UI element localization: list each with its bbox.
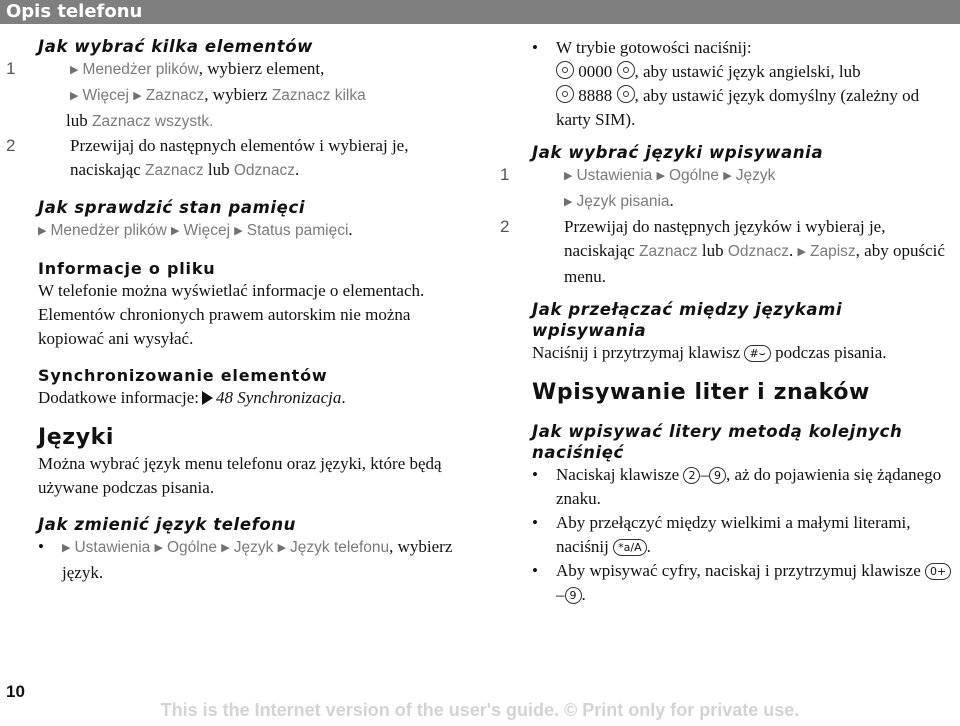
arrow-icon: ▶ bbox=[221, 541, 230, 554]
arrow-icon: ▶ bbox=[38, 224, 47, 237]
right-column bbox=[500, 36, 952, 607]
key-9-icon: 9 bbox=[709, 467, 726, 484]
arrow-icon: ▶ bbox=[723, 169, 732, 182]
key-9-icon: 9 bbox=[565, 587, 582, 604]
step-1: 1 ▶ Menedżer plików, wybierz element, ▶ Więcej ▶ Zaznacz, wybierz Zaznacz kilka lub Zaznacz wszystk. bbox=[6, 59, 366, 130]
section-title: Opis telefonu bbox=[6, 1, 143, 22]
list-item: • ▶ Ustawienia ▶ Ogólne ▶ Język ▶ Język telefonu, wybierz język. bbox=[38, 537, 453, 582]
heading-languages: Języki bbox=[38, 425, 115, 450]
arrow-icon: ▶ bbox=[797, 245, 807, 258]
footer-notice: This is the Internet version of the user's guide. © Print only for private use. bbox=[160, 700, 800, 720]
heading-change-language: Jak zmienić język telefonu bbox=[38, 515, 297, 534]
heading-multitap: Jak wpisywać litery metodą kolejnych naciśnięć bbox=[532, 422, 903, 462]
arrow-icon: ▶ bbox=[656, 169, 665, 182]
list-item: • Naciskaj klawisze 2 – 9 , aż do pojawienia się żądanego znaku. bbox=[532, 465, 942, 508]
memory-status-path: ▶ Menedżer plików ▶ Więcej ▶ Status pamięci. bbox=[38, 220, 353, 239]
key-2-icon: 2 bbox=[683, 467, 700, 484]
arrow-icon: ▶ bbox=[133, 89, 142, 102]
page-number: 10 bbox=[6, 682, 25, 701]
sync-text: Dodatkowe informacje: 48 Synchronizacja. bbox=[38, 388, 346, 407]
nav-key-icon bbox=[617, 61, 635, 79]
arrow-icon: ▶ bbox=[70, 89, 79, 102]
file-info-text: W telefonie można wyświetlać informacje o elementach. Elementów chronionych prawem autorskim nie można kopiować ani wysyłać. bbox=[38, 281, 425, 348]
step-2: 2 Przewijaj do następnych języków i wybieraj je, naciskając Zaznacz lub Odznacz. ▶ Zapisz, aby opuścić menu. bbox=[500, 217, 945, 286]
switch-languages-text: Naciśnij i przytrzymaj klawisz #⌣ podczas pisania. bbox=[532, 343, 887, 362]
heading-switch-languages: Jak przełączać między językami wpisywania bbox=[532, 300, 843, 340]
header-bar bbox=[0, 0, 960, 24]
arrow-icon: ▶ bbox=[70, 63, 79, 76]
heading-entering-letters: Wpisywanie liter i znaków bbox=[532, 380, 870, 405]
step-1: 1 ▶ Ustawienia ▶ Ogólne ▶ Język ▶ Język pisania. bbox=[500, 165, 776, 210]
nav-key-icon bbox=[556, 61, 574, 79]
step-2: 2 Przewijaj do następnych elementów i wybieraj je, naciskając Zaznacz lub Odznacz. bbox=[6, 136, 409, 179]
star-key-icon: *a/A bbox=[613, 539, 646, 556]
heading-file-info: Informacje o pliku bbox=[38, 259, 216, 278]
arrow-icon: ▶ bbox=[154, 541, 163, 554]
left-column bbox=[6, 36, 478, 585]
reference-arrow-icon bbox=[202, 391, 213, 405]
arrow-icon: ▶ bbox=[171, 224, 180, 237]
arrow-icon: ▶ bbox=[62, 541, 71, 554]
arrow-icon: ▶ bbox=[564, 195, 573, 208]
list-item: • W trybie gotowości naciśnij: 0000 , aby ustawić język angielski, lub 8888 , aby ustawić język domyślny (zależny od karty SIM). bbox=[532, 38, 920, 129]
heading-sync: Synchronizowanie elementów bbox=[38, 366, 328, 385]
heading-memory-status: Jak sprawdzić stan pamięci bbox=[38, 198, 306, 217]
arrow-icon: ▶ bbox=[564, 169, 573, 182]
nav-key-icon bbox=[556, 85, 574, 103]
hash-key-icon: #⌣ bbox=[744, 345, 770, 362]
nav-key-icon bbox=[617, 85, 635, 103]
key-0-icon: 0+ bbox=[925, 563, 951, 580]
arrow-icon: ▶ bbox=[277, 541, 287, 554]
languages-text: Można wybrać język menu telefonu oraz języki, które będą używane podczas pisania. bbox=[38, 454, 442, 497]
list-item: • Aby przełączyć między wielkimi a małymi literami, naciśnij *a/A . bbox=[532, 513, 911, 556]
heading-input-languages: Jak wybrać języki wpisywania bbox=[532, 143, 824, 162]
arrow-icon: ▶ bbox=[234, 224, 243, 237]
list-item: • Aby wpisywać cyfry, naciskaj i przytrzymuj klawisze 0+– 9 . bbox=[532, 559, 952, 607]
heading-select-multiple: Jak wybrać kilka elementów bbox=[38, 37, 313, 56]
